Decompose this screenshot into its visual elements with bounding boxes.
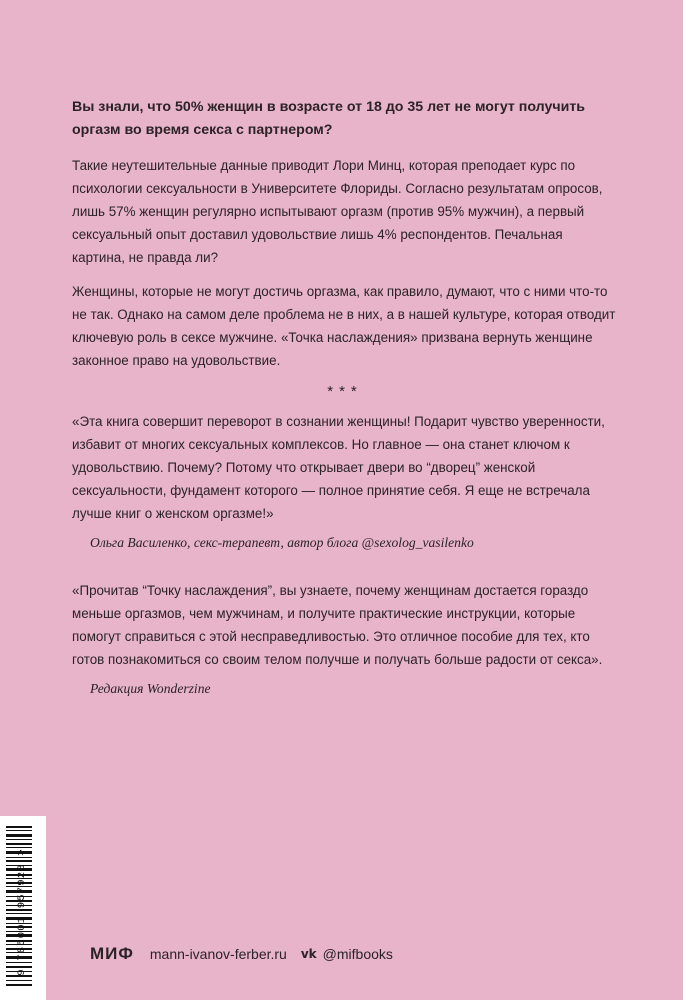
section-separator: *** [327,383,363,400]
quote-wonderzine: «Прочитав “Точку наслаждения”, вы узнаете, почему женщинам достается гораздо меньше оргазмов, чем мужчинам, и получите практические инструкции, которые помогут справиться с этой несправедливостью. Это отличное пособие для тех, кто готов познакомиться со своим телом получше и получать больше радости от секса». [72,583,603,667]
attribution-vasilenko: Ольга Василенко, секс-терапевт, автор блога @sexolog_vasilenko [90,535,474,550]
paragraph-culture: Женщины, которые не могут достичь оргазма, как правило, думают, что с ними что-то не так. Однако на самом деле проблема не в них, а в нашей культуре, которая отводит ключевую роль в сексе мужчине. «Точка наслаждения» призвана вернуть женщине законное право на удовольствие. [72,284,616,368]
attribution-wonderzine: Редакция Wonderzine [90,681,211,696]
social-handle[interactable]: @mifbooks [322,946,393,962]
lead-question: Вы знали, что 50% женщин в возрасте от 18 до 35 лет не могут получить оргазм во время секса с партнером? [72,99,586,138]
vk-icon: vk [300,947,317,961]
isbn-barcode [0,816,46,1000]
paragraph-statistics: Такие неутешительные данные приводит Лори Минц, которая преподает курс по психологии сексуальности в Университете Флориды. Согласно результатам опросов, лишь 57% женщин регулярно испытывают оргазм (против 95% мужчин), а первый сексуальный опыт доставил удовольствие лишь 4% респондентов. Печальная картина, не правда ли? [72,158,603,265]
back-cover-text [72,96,618,697]
quote-vasilenko: «Эта книга совершит переворот в сознании женщины! Подарит чувство уверенности, избавит от многих сексуальных комплексов. Но главное — она станет ключом к удовольствию. Почему? Потому что открывает двери во “дворец” женской сексуальности, фундамент которого — полное принятие себя. Я еще не встречала лучше книг о женском оргазме!» [72,414,605,521]
publisher-footer [90,942,393,966]
publisher-website[interactable]: mann-ivanov-ferber.ru [149,946,287,962]
publisher-logo: МИФ [90,944,134,963]
isbn-digits: 9 785001 957928 > [16,848,28,976]
